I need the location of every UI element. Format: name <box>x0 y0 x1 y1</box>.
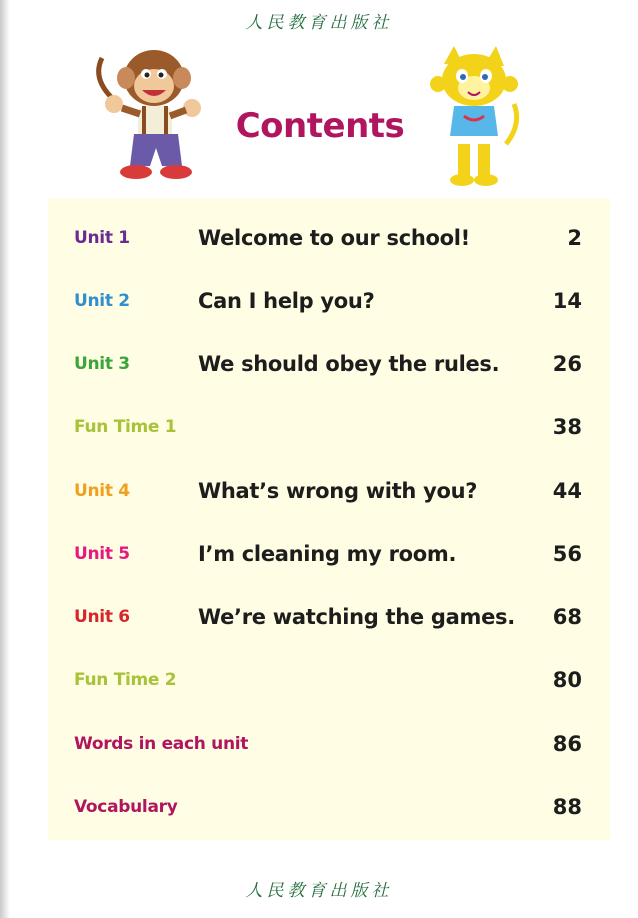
toc-row-fun-time-1[interactable] <box>48 403 610 443</box>
toc-row-unit-5[interactable] <box>48 530 610 570</box>
toc-title: What’s wrong with you? <box>198 479 478 503</box>
toc-row-fun-time-2[interactable] <box>48 656 610 696</box>
toc-label: Unit 4 <box>74 481 130 501</box>
toc-page-number: 14 <box>552 289 582 313</box>
toc-row-unit-1[interactable] <box>48 214 610 254</box>
toc-title: Welcome to our school! <box>198 226 470 250</box>
toc-page-number: 26 <box>552 352 582 376</box>
toc-page-number: 56 <box>552 542 582 566</box>
toc-page-number: 2 <box>567 226 582 250</box>
toc-title: We’re watching the games. <box>198 605 515 629</box>
toc-page-number: 80 <box>552 668 582 692</box>
monkey-mascot-icon <box>92 38 210 186</box>
toc-row-unit-6[interactable] <box>48 593 610 633</box>
toc-page-number: 38 <box>552 415 582 439</box>
toc-page-number: 88 <box>552 795 582 819</box>
toc-label: Unit 5 <box>74 544 130 564</box>
contents-panel <box>48 198 610 840</box>
toc-row-unit-4[interactable] <box>48 467 610 507</box>
toc-row-unit-3[interactable] <box>48 340 610 380</box>
publisher-footer: 人民教育出版社 <box>245 881 393 901</box>
toc-label: Fun Time 1 <box>74 417 177 437</box>
page-title: Contents <box>235 106 405 146</box>
toc-label: Unit 1 <box>74 228 130 248</box>
toc-label: Vocabulary <box>74 797 178 817</box>
page-edge-shadow <box>0 0 10 918</box>
toc-row-vocabulary[interactable] <box>48 783 610 823</box>
toc-page-number: 68 <box>552 605 582 629</box>
toc-page-number: 44 <box>552 479 582 503</box>
toc-label: Words in each unit <box>74 734 249 754</box>
toc-row-words-in-each-unit[interactable] <box>48 720 610 760</box>
toc-label: Unit 2 <box>74 291 130 311</box>
toc-title: I’m cleaning my room. <box>198 542 457 566</box>
toc-title: We should obey the rules. <box>198 352 500 376</box>
toc-label: Unit 6 <box>74 607 130 627</box>
toc-page-number: 86 <box>552 732 582 756</box>
publisher-header: 人民教育出版社 <box>245 13 393 33</box>
toc-label: Fun Time 2 <box>74 670 177 690</box>
toc-label: Unit 3 <box>74 354 130 374</box>
toc-title: Can I help you? <box>198 289 375 313</box>
toc-row-unit-2[interactable] <box>48 277 610 317</box>
